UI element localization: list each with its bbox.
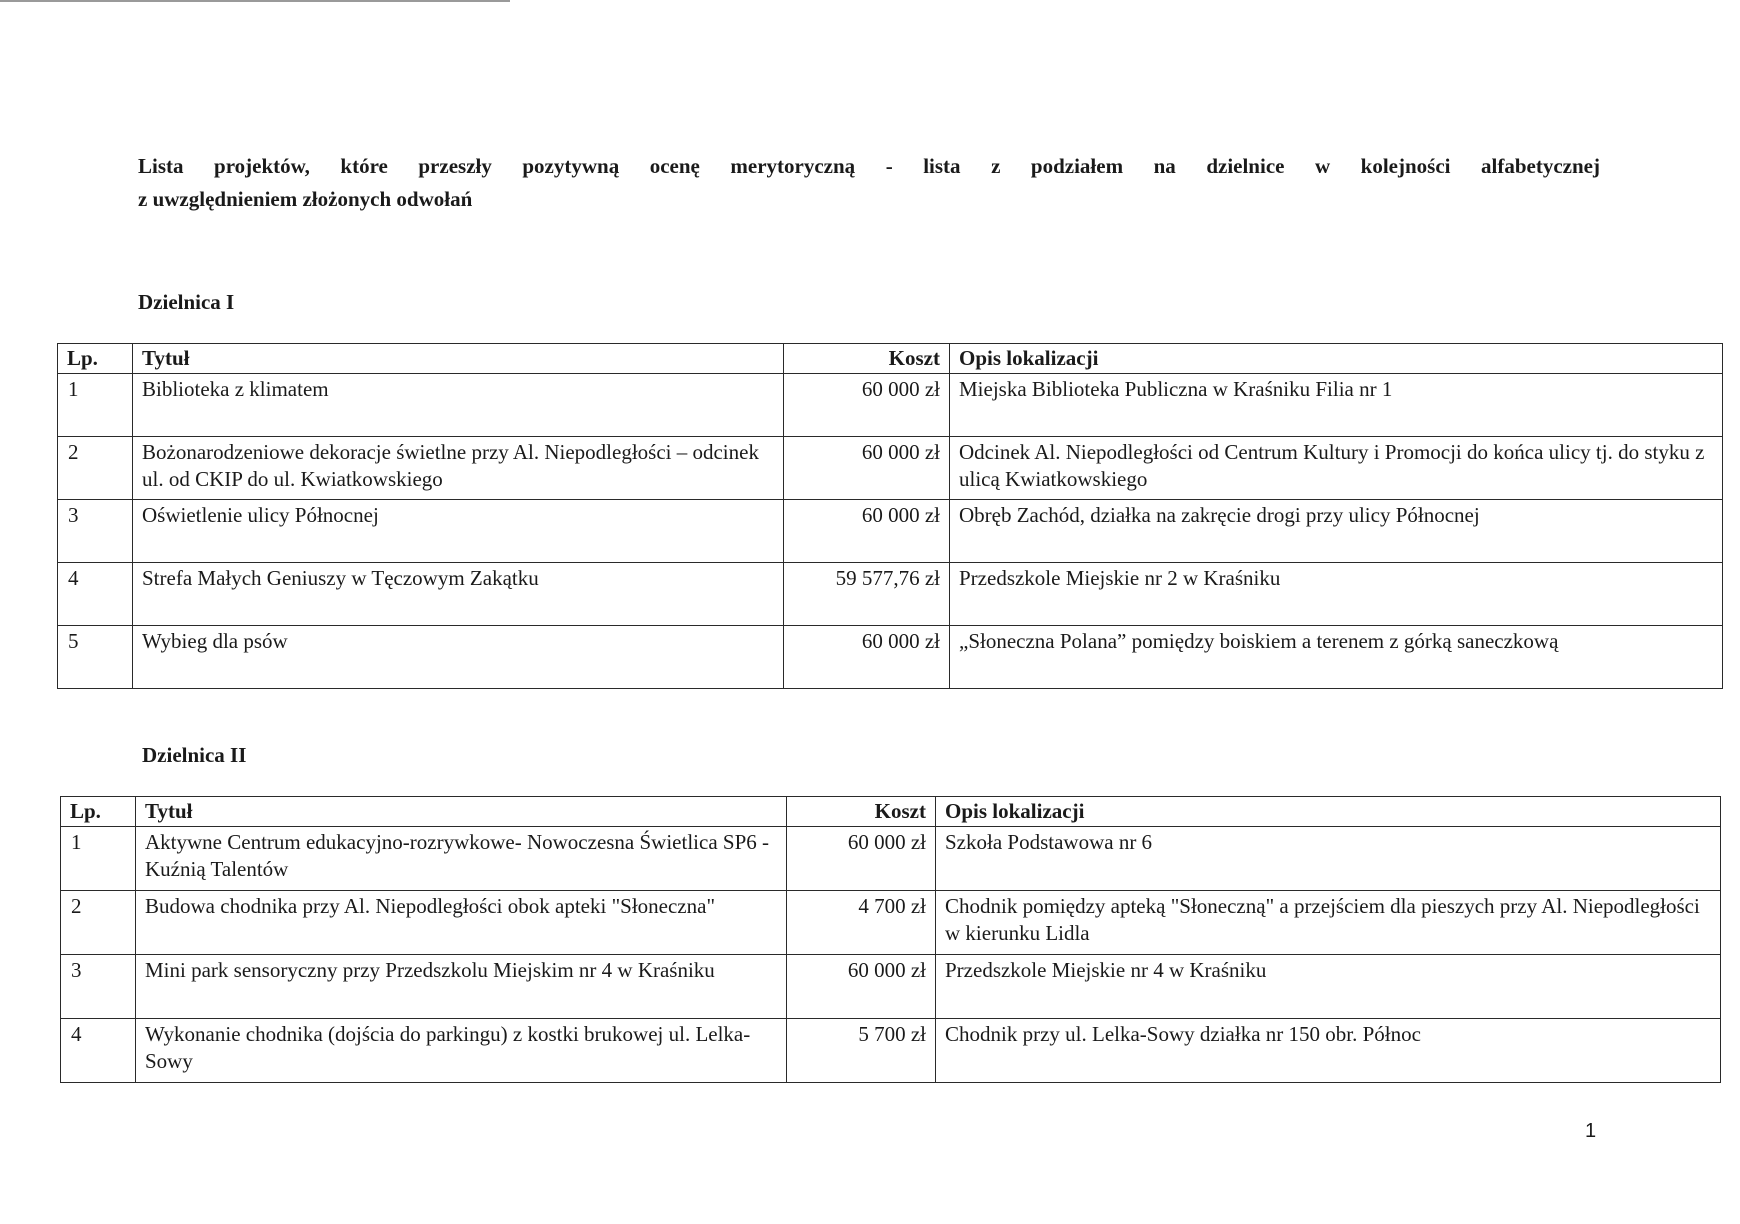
- cell-title: Oświetlenie ulicy Północnej: [133, 500, 784, 563]
- table-row: [58, 626, 1723, 689]
- table-row: [58, 500, 1723, 563]
- cell-location: Szkoła Podstawowa nr 6: [936, 827, 1721, 891]
- section-title-dzielnica-1: Dzielnica I: [138, 290, 235, 314]
- cell-cost: 60 000 zł: [784, 626, 950, 689]
- scan-edge: [0, 0, 510, 2]
- column-header-location: Opis lokalizacji: [950, 344, 1723, 374]
- cell-location: Miejska Biblioteka Publiczna w Kraśniku Filia nr 1: [950, 374, 1723, 437]
- column-header-lp: Lp.: [61, 797, 136, 827]
- cell-lp: 2: [61, 891, 136, 955]
- table-row: [61, 827, 1721, 891]
- column-header-title: Tytuł: [136, 797, 787, 827]
- cell-lp: 1: [58, 374, 133, 437]
- column-header-location: Opis lokalizacji: [936, 797, 1721, 827]
- cell-cost: 60 000 zł: [784, 500, 950, 563]
- cell-lp: 3: [58, 500, 133, 563]
- table-row: [58, 437, 1723, 500]
- cell-title: Biblioteka z klimatem: [133, 374, 784, 437]
- cell-lp: 2: [58, 437, 133, 500]
- table-row: [61, 891, 1721, 955]
- cell-title: Wybieg dla psów: [133, 626, 784, 689]
- section-title-dzielnica-2: Dzielnica II: [142, 743, 247, 767]
- cell-cost: 60 000 zł: [784, 374, 950, 437]
- column-header-cost: Koszt: [787, 797, 936, 827]
- cell-cost: 4 700 zł: [787, 891, 936, 955]
- cell-cost: 59 577,76 zł: [784, 563, 950, 626]
- heading-line-1: Lista projektów, które przeszły pozytywną ocenę merytoryczną - lista z podziałem na dzielnice w kolejności alfabetycznej: [138, 154, 1600, 178]
- cell-location: Odcinek Al. Niepodległości od Centrum Kultury i Promocji do końca ulicy tj. do styku z ulicą Kwiatkowskiego: [950, 437, 1723, 500]
- page-number: 1: [1585, 1120, 1597, 1142]
- table-row: [58, 563, 1723, 626]
- cell-lp: 4: [58, 563, 133, 626]
- column-header-cost: Koszt: [784, 344, 950, 374]
- cell-location: Chodnik przy ul. Lelka-Sowy działka nr 150 obr. Północ: [936, 1019, 1721, 1083]
- cell-lp: 3: [61, 955, 136, 1019]
- cell-location: Obręb Zachód, działka na zakręcie drogi przy ulicy Północnej: [950, 500, 1723, 563]
- cell-location: Chodnik pomiędzy apteką "Słoneczną" a przejściem dla pieszych przy Al. Niepodległości w kierunku Lidla: [936, 891, 1721, 955]
- cell-title: Budowa chodnika przy Al. Niepodległości obok apteki "Słoneczna": [136, 891, 787, 955]
- cell-title: Mini park sensoryczny przy Przedszkolu Miejskim nr 4 w Kraśniku: [136, 955, 787, 1019]
- table-header-row: [58, 344, 1723, 374]
- cell-title: Aktywne Centrum edukacyjno-rozrywkowe- Nowoczesna Świetlica SP6 - Kuźnią Talentów: [136, 827, 787, 891]
- cell-cost: 60 000 zł: [784, 437, 950, 500]
- cell-cost: 60 000 zł: [787, 955, 936, 1019]
- projects-table-dzielnica-1: [57, 343, 1723, 689]
- cell-lp: 4: [61, 1019, 136, 1083]
- document-heading: [138, 150, 1600, 216]
- table-row: [61, 955, 1721, 1019]
- cell-location: Przedszkole Miejskie nr 2 w Kraśniku: [950, 563, 1723, 626]
- cell-title: Wykonanie chodnika (dojścia do parkingu) z kostki brukowej ul. Lelka-Sowy: [136, 1019, 787, 1083]
- table-row: [58, 374, 1723, 437]
- cell-cost: 60 000 zł: [787, 827, 936, 891]
- table-row: [61, 1019, 1721, 1083]
- column-header-lp: Lp.: [58, 344, 133, 374]
- cell-location: „Słoneczna Polana” pomiędzy boiskiem a terenem z górką saneczkową: [950, 626, 1723, 689]
- cell-cost: 5 700 zł: [787, 1019, 936, 1083]
- cell-location: Przedszkole Miejskie nr 4 w Kraśniku: [936, 955, 1721, 1019]
- projects-table-dzielnica-2: [60, 796, 1721, 1083]
- cell-lp: 1: [61, 827, 136, 891]
- column-header-title: Tytuł: [133, 344, 784, 374]
- heading-line-2: z uwzględnieniem złożonych odwołań: [138, 187, 473, 211]
- table-header-row: [61, 797, 1721, 827]
- cell-lp: 5: [58, 626, 133, 689]
- cell-title: Strefa Małych Geniuszy w Tęczowym Zakątku: [133, 563, 784, 626]
- cell-title: Bożonarodzeniowe dekoracje świetlne przy Al. Niepodległości – odcinek ul. od CKIP do ul. Kwiatkowskiego: [133, 437, 784, 500]
